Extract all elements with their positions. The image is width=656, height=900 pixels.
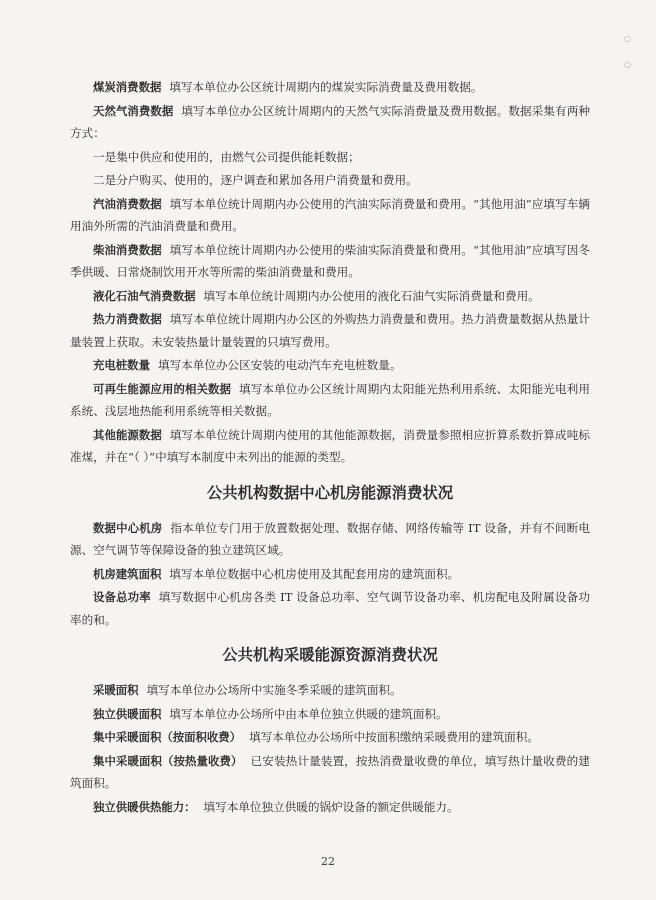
definition: 填写本单位办公区统计周期内太阳能光热利用系统、太阳能光电利用系统、浅层地热能利用系统等相关数据。 (70, 381, 590, 418)
term: 天然气消费数据 (93, 103, 174, 118)
term: 独立供暖面积 (93, 706, 162, 721)
term: 汽油消费数据 (93, 196, 162, 211)
definition: 填写本单位统计周期内办公使用的汽油实际消费量和费用。“其他用油”应填写车辆用油外所需的汽油消费量和费用。 (70, 196, 590, 233)
section-heating (70, 679, 590, 818)
term: 液化石油气消费数据 (93, 288, 196, 303)
page-number: 22 (321, 855, 335, 868)
definition: 一是集中供应和使用的，由燃气公司提供能耗数据； (93, 149, 360, 164)
paragraph (70, 796, 590, 819)
section-heading: 公共机构采暖能源资源消费状况 (222, 646, 438, 664)
term: 独立供暖供热能力： (93, 799, 196, 814)
term: 机房建筑面积 (93, 566, 162, 581)
term: 柴油消费数据 (93, 242, 162, 257)
section-energy-consumption (70, 76, 590, 469)
paragraph (70, 308, 590, 353)
term: 集中采暖面积（按热量收费） (93, 753, 243, 768)
scan-mark: ○ (624, 60, 631, 69)
paragraph (70, 239, 590, 284)
paragraph (70, 586, 590, 631)
paragraph (70, 146, 590, 169)
paragraph (70, 703, 590, 726)
paragraph (70, 378, 590, 423)
scan-mark: ○ (624, 34, 631, 43)
definition: 填写本单位数据中心机房使用及其配套用房的建筑面积。 (169, 566, 460, 581)
paragraph (70, 100, 590, 145)
paragraph (70, 424, 590, 469)
paragraph (70, 517, 590, 562)
definition: 填写本单位办公场所中按面积缴纳采暖费用的建筑面积。 (249, 730, 539, 744)
term: 煤炭消费数据 (93, 80, 162, 94)
definition: 填写本单位统计周期内办公使用的液化石油气实际消费量和费用。 (203, 288, 540, 303)
term: 热力消费数据 (93, 312, 162, 326)
paragraph (70, 679, 590, 702)
definition: 填写本单位办公区安装的电动汽车充电桩数量。 (157, 358, 402, 372)
definition: 指本单位专门用于放置数据处理、数据存储、网络传输等 IT 设备，并有不间断电源、空气调节等保障设备的独立建筑区域。 (70, 520, 590, 557)
definition: 填写本单位统计周期内使用的其他能源数据，消费量参照相应折算系数折算成吨标准煤，并在“（ ）”中填写本制度中未列出的能源的类型。 (70, 427, 590, 464)
definition: 填写本单位办公场所中实施冬季采暖的建筑面积。 (146, 683, 402, 697)
term: 设备总功率 (93, 590, 151, 604)
paragraph (70, 563, 590, 586)
paragraph (70, 726, 590, 749)
term: 集中采暖面积（按面积收费） (93, 730, 242, 744)
definition: 二是分户购买、使用的，逐户调查和累加各用户消费量和费用。 (93, 173, 418, 187)
definition: 填写本单位办公区统计周期内的煤炭实际消费量及费用数据。 (169, 80, 483, 94)
section-data-center (70, 517, 590, 632)
term: 数据中心机房 (93, 520, 163, 535)
section-heading: 公共机构数据中心机房能源消费状况 (206, 483, 454, 502)
paragraph (70, 354, 590, 377)
definition: 填写本单位办公场所中由本单位独立供暖的建筑面积。 (169, 706, 448, 721)
paragraph (70, 193, 590, 238)
definition: 填写本单位独立供暖的锅炉设备的额定供暖能力。 (203, 799, 459, 814)
term: 其他能源数据 (93, 427, 162, 442)
document-body (70, 76, 590, 819)
paragraph (70, 285, 590, 308)
paragraph (70, 169, 590, 192)
paragraph (70, 750, 590, 795)
paragraph (70, 76, 590, 99)
term: 采暖面积 (93, 683, 139, 697)
definition: 已安装热计量装置，按热消费量收费的单位，填写热计量收费的建筑面积。 (70, 753, 590, 790)
definition: 填写本单位办公区统计周期内的天然气实际消费量及费用数据。数据采集有两种方式： (70, 103, 590, 140)
definition: 填写本单位统计周期内办公区的外购热力消费量和费用。热力消费量数据从热量计量装置上获取。未安装热量计量装置的只填写费用。 (70, 312, 590, 349)
definition: 填写数据中心机房各类 IT 设备总功率、空气调节设备功率、机房配电及附属设备功率的和。 (70, 590, 590, 627)
term: 充电桩数量 (93, 358, 150, 372)
term: 可再生能源应用的相关数据 (93, 381, 231, 396)
definition: 填写本单位统计周期内办公使用的柴油实际消费量和费用。“其他用油”应填写因冬季供暖、日常烧制饮用开水等所需的柴油消费量和费用。 (70, 242, 590, 279)
